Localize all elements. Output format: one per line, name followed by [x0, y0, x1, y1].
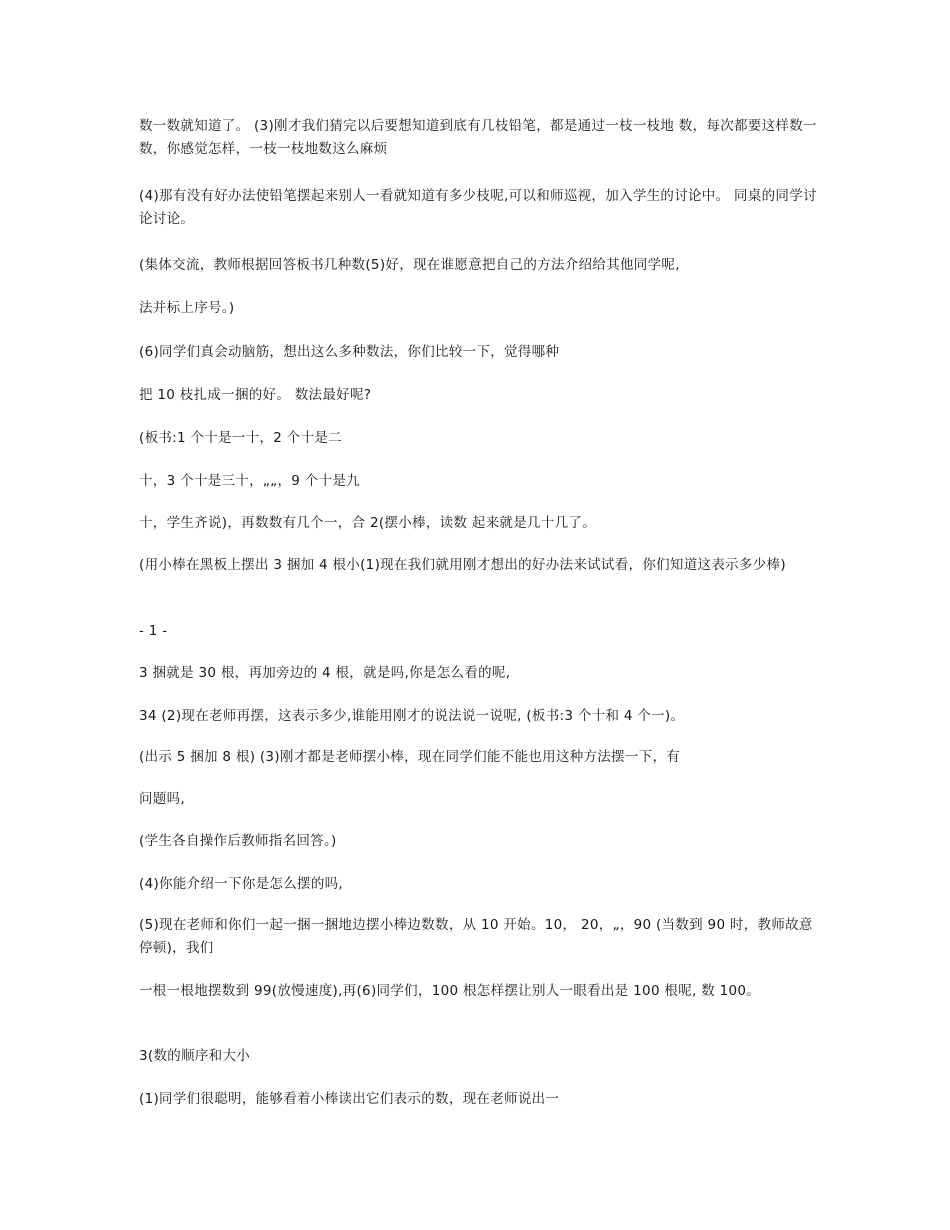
paragraph-6: 把 10 枝扎成一捆的好。 数法最好呢? [139, 387, 372, 403]
paragraph-11: 3 捆就是 30 根，再加旁边的 4 根，就是吗,你是怎么看的呢, [139, 665, 511, 681]
paragraph-15: (学生各自操作后教师指名回答。) [139, 833, 337, 849]
paragraph-1: 数一数就知道了。 (3)刚才我们猜完以后要想知道到底有几枝铅笔，都是通过一枝一枝地 数，每次都要这样数一数，你感觉怎样，一枝一枝地数这么麻烦 [139, 118, 817, 157]
page-number: - 1 - [139, 623, 168, 639]
paragraph-12: 34 (2)现在老师再摆，这表示多少,谁能用刚才的说法说一说呢, (板书:3 个十和 4 个一)。 [139, 708, 685, 724]
paragraph-13: (出示 5 捆加 8 根) (3)刚才都是老师摆小棒，现在同学们能不能也用这种方法摆一下，有 [139, 749, 681, 765]
paragraph-7: (板书:1 个十是一十，2 个十是二 [139, 430, 342, 446]
paragraph-4: 法并标上序号。) [139, 300, 235, 316]
paragraph-16: (4)你能介绍一下你是怎么摆的吗, [139, 876, 344, 892]
paragraph-3: (集体交流，教师根据回答板书几种数(5)好，现在谁愿意把自己的方法介绍给其他同学呢, [139, 257, 680, 273]
paragraph-19: 3(数的顺序和大小 [139, 1048, 251, 1064]
paragraph-8: 十，3 个十是三十，„„，9 个十是九 [139, 473, 360, 489]
paragraph-20: (1)同学们很聪明，能够看着小棒读出它们表示的数，现在老师说出一 [139, 1091, 560, 1107]
paragraph-5: (6)同学们真会动脑筋，想出这么多种数法，你们比较一下，觉得哪种 [139, 344, 560, 360]
paragraph-9: 十，学生齐说)，再数数有几个一，合 2(摆小棒，读数 起来就是几十几了。 [139, 515, 597, 531]
paragraph-10: (用小棒在黑板上摆出 3 捆加 4 根小(1)现在我们就用刚才想出的好办法来试试看，你们知道这表示多少棒) [139, 557, 786, 573]
paragraph-18: 一根一根地摆数到 99(放慢速度),再(6)同学们，100 根怎样摆让别人一眼看出是 100 根呢, 数 100。 [139, 983, 761, 999]
paragraph-14: 问题吗, [139, 791, 185, 807]
paragraph-2: (4)那有没有好办法使铅笔摆起来别人一看就知道有多少枝呢,可以和师巡视，加入学生的讨论中。 同桌的同学讨论讨论。 [139, 188, 817, 227]
paragraph-17: (5)现在老师和你们一起一捆一捆地边摆小棒边数数，从 10 开始。10， 20，„，90 (当数到 90 时，教师故意停顿)，我们 [139, 917, 813, 956]
